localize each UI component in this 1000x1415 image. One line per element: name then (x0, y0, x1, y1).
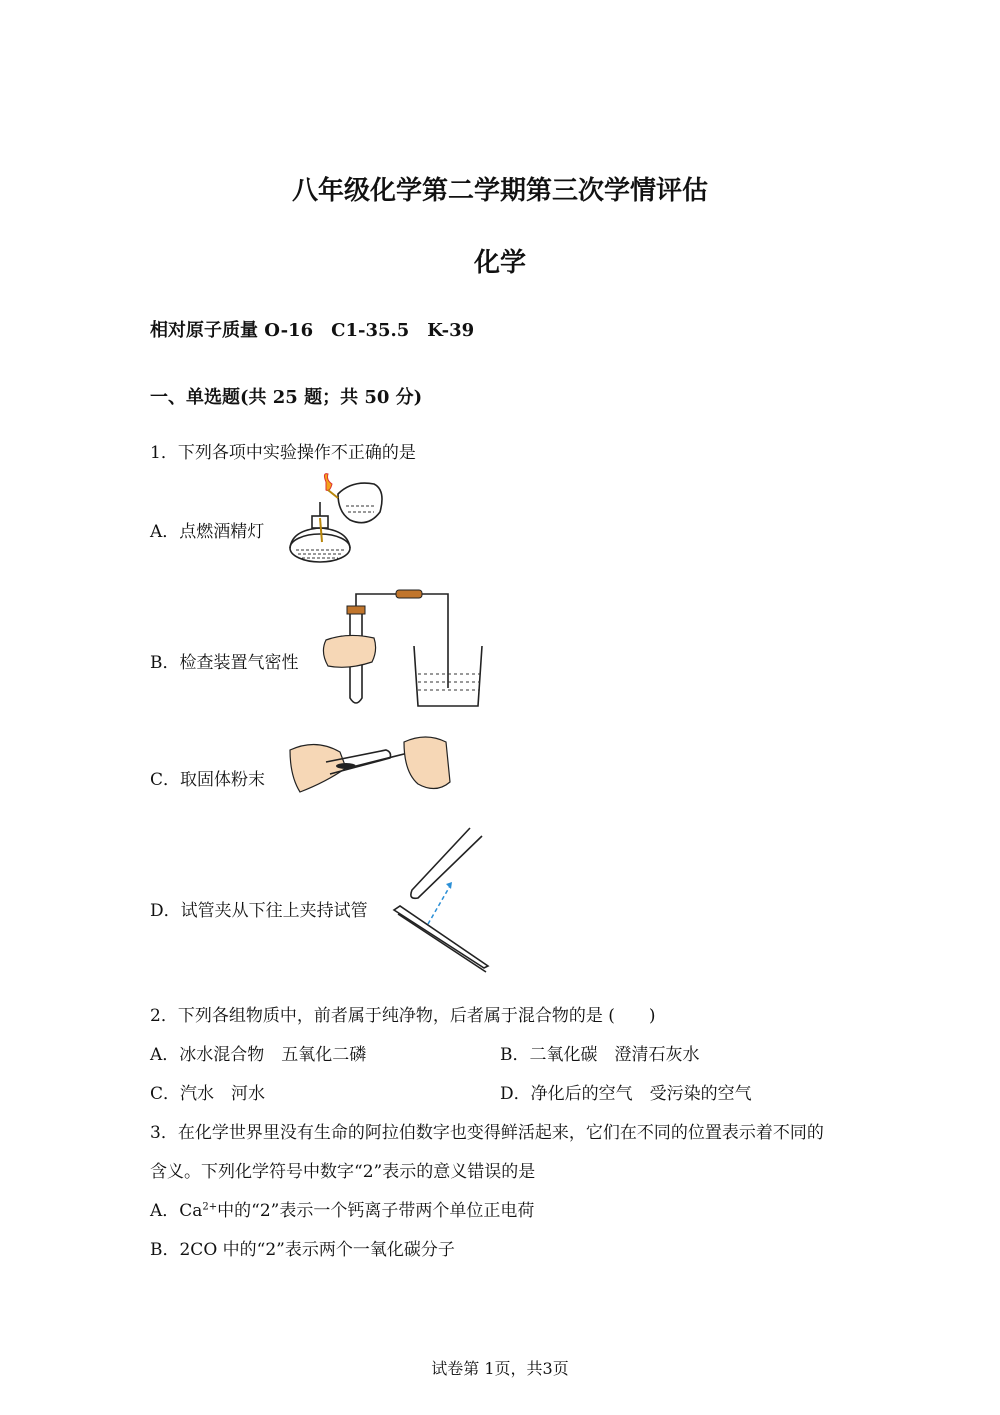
q3-option-a (150, 1196, 534, 1221)
powder-sampling-illustration (286, 732, 451, 798)
q1-option-c: C．取固体粉末 (150, 770, 266, 790)
page-footer: 试卷第 1页，共3页 (431, 1359, 569, 1378)
q2-option-d: D．净化后的空气 受污染的空气 (500, 1084, 752, 1104)
question-3-stem-line1: 3．在化学世界里没有生命的阿拉伯数字也变得鲜活起来，它们在不同的位置表示着不同的 (150, 1123, 824, 1143)
atomic-mass-line: 相对原子质量 O-16 C1-35.5 K-39 (150, 320, 475, 341)
q3-option-a-superscript: 2+ (202, 1201, 218, 1213)
alcohol-lamp-illustration (282, 472, 392, 568)
section-heading: 一、单选题(共 25 题；共 50 分) (150, 387, 423, 408)
q3-option-b: B．2CO 中的“2”表示两个一氧化碳分子 (150, 1240, 455, 1260)
q1-option-a: A．点燃酒精灯 (150, 522, 265, 542)
airtightness-check-illustration (318, 588, 483, 713)
question-2-stem: 2．下列各组物质中，前者属于纯净物，后者属于混合物的是 ( ) (150, 1006, 656, 1026)
q2-option-b: B．二氧化碳 澄清石灰水 (500, 1045, 700, 1065)
exam-title: 八年级化学第二学期第三次学情评估 (291, 176, 708, 206)
q3-option-a-prefix: A．Ca (150, 1201, 203, 1221)
subject-title: 化学 (473, 248, 526, 278)
q3-option-a-suffix: 中的“2”表示一个钙离子带两个单位正电荷 (217, 1201, 535, 1221)
question-3-stem-line2: 含义。下列化学符号中数字“2”表示的意义错误的是 (150, 1162, 536, 1182)
q1-option-b: B．检查装置气密性 (150, 653, 299, 673)
test-tube-clamp-illustration (392, 826, 492, 976)
question-1-stem: 1．下列各项中实验操作不正确的是 (150, 443, 416, 463)
q2-option-a: A．冰水混合物 五氧化二磷 (150, 1045, 367, 1065)
q2-option-c: C．汽水 河水 (150, 1084, 266, 1104)
q1-option-d: D．试管夹从下往上夹持试管 (150, 901, 368, 921)
